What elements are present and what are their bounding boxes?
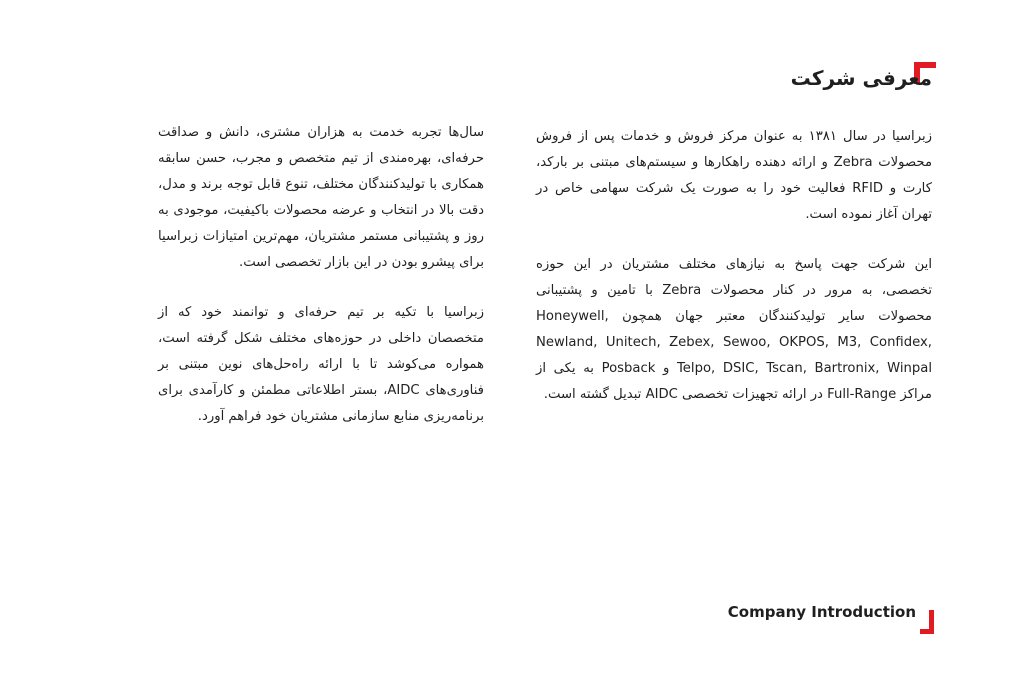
paragraph-brands: این شرکت جهت پاسخ به نیازهای مختلف مشتریان در این حوزه تخصصی، به مرور در کنار محصولات Zebra با تامین و پشتیبانی محصولات سایر تولیدکنندگان معتبر جهان همچون Honeywell, Newland, Unitech, Zebex, Sewoo, OKPOS, M3, Confidex, Telpo, DSIC, Tscan, Bartronix, Winpal و Posback به یکی از مراکز Full-Range در ارائه تجهیزات تخصصی AIDC تبدیل گشته است. bbox=[536, 257, 933, 402]
paragraph-advantages: سال‌ها تجربه خدمت به هزاران مشتری، دانش و صداقت حرفه‌ای، بهره‌مندی از تیم متخصص و مجرب، حسن سابقه همکاری با تولیدکنندگان مختلف، تنوع قابل توجه برند و مدل، دقت بالا در انتخاب و عرضه محصولات باکیفیت، موجودی به روز و پشتیبانی مستمر مشتریان، مهم‌ترین امتیازات زبراسیا برای پیشرو بودن در این بازار تخصصی است. bbox=[158, 125, 484, 270]
footer-title: Company Introduction bbox=[727, 603, 916, 621]
paragraph-intro: زبراسیا در سال ۱۳۸۱ به عنوان مرکز فروش و خدمات پس از فروش محصولات Zebra و ارائه دهنده راهکارها و سیستم‌های مبتنی بر بارکد، کارت و RFID فعالیت خود را به صورت یک شرکت سهامی خاص در تهران آغاز نموده است. bbox=[536, 129, 933, 222]
page-title: معرفی شرکت bbox=[790, 66, 932, 90]
paragraph-team: زبراسیا با تکیه بر تیم حرفه‌ای و توانمند خود که از متخصصان داخلی در حوزه‌های مختلف شکل گرفته است، همواره می‌کوشد تا با ارائه راه‌حل‌های نوین مبتنی بر فناوری‌های AIDC، بستر اطلاعاتی مطمئن و کارآمدی برای برنامه‌ریزی منابع سازمانی مشتریان خود فراهم آورد. bbox=[158, 305, 484, 424]
left-column bbox=[158, 120, 484, 454]
corner-accent-bottom bbox=[920, 610, 934, 634]
right-column bbox=[536, 124, 932, 432]
